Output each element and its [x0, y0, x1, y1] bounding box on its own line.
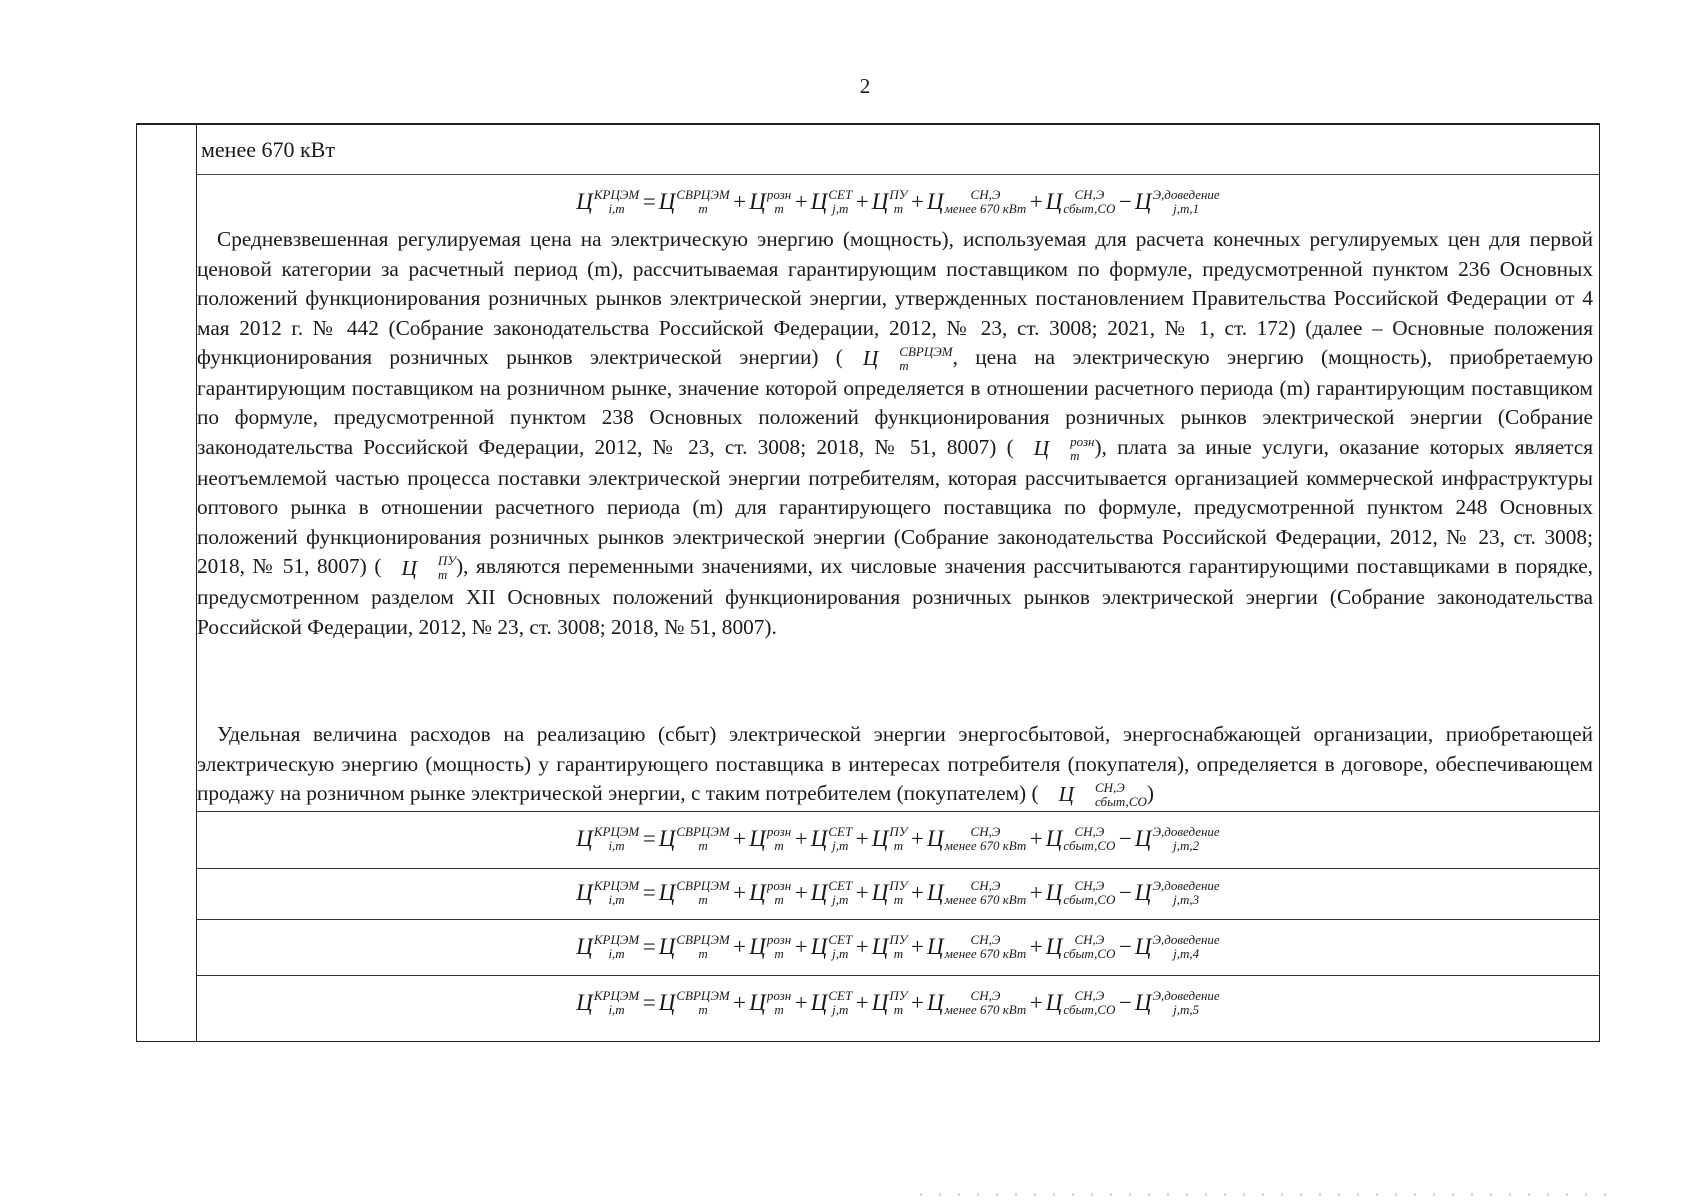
formula-5: Ц КРЦЭМ i,m = Ц СВРЦЭМ m + Ц розн m + Ц СЕТ j,m + Ц ПУ m + Ц СН,Э менее 670 кВт + Ц СН,Э сбыт,СО − Ц Э,доведение j,m,5: [576, 988, 1220, 1017]
table-header-cell: менее 670 кВт: [197, 125, 1599, 175]
formula-row-4: [197, 920, 1599, 976]
formula-row-2: [197, 812, 1599, 869]
symbol-c-svrcem: Ц СВРЦЭМ m: [862, 344, 953, 374]
table-left-column: [137, 125, 197, 1041]
formula-3: Ц КРЦЭМ i,m = Ц СВРЦЭМ m + Ц розн m + Ц СЕТ j,m + Ц ПУ m + Ц СН,Э менее 670 кВт + Ц СН,Э сбыт,СО − Ц Э,доведение j,m,3: [576, 878, 1220, 907]
symbol-c-pu: Ц ПУ m: [401, 553, 456, 583]
formula-4: Ц КРЦЭМ i,m = Ц СВРЦЭМ m + Ц розн m + Ц СЕТ j,m + Ц ПУ m + Ц СН,Э менее 670 кВт + Ц СН,Э сбыт,СО − Ц Э,доведение j,m,4: [576, 932, 1220, 961]
formula-1: Ц КРЦЭМ i,m = Ц СВРЦЭМ m + Ц розн m + Ц СЕТ j,m + Ц ПУ m + Ц СН,Э менее 670 кВт + Ц СН,Э сбыт,СО − Ц Э,доведение j,m,1: [576, 187, 1220, 216]
page-number: 2: [859, 74, 871, 98]
paragraph-svrcem-definition: Средневзвешенная регулируемая цена на электрическую энергию (мощность), используемая для расчета конечных регулируемых цен для первой ценовой категории за расчетный период (m), рассчитываемая гарантирующим поставщиком по формуле, предусмотренной пунктом 236 Основных положений функционирования розничных рынков электрической энергии, утвержденных постановлением Правительства Российской Федерации от 4 мая 2012 г. № 442 (Собрание законодательства Российской Федерации, 2012, № 23, ст. 3008; 2021, № 1, ст. 172) (далее – Основные положения функционирования розничных рынков электрической энергии) ( Ц СВРЦЭМ m , цена на электрическую энергию (мощность), приобретаемую гарантирующим поставщиком на розничном рынке, значение которой определяется в отношении расчетного периода (m) гарантирующим поставщиком по формуле, предусмотренной пунктом 238 Основных положений функционирования розничных рынков электрической энергии (Собрание законодательства Российской Федерации, 2012, № 23, ст. 3008; 2018, № 51, 8007) ( Ц розн m ), плата за иные услуги, оказание которых является неотъемлемой частью процесса поставки электрической энергии потребителям, которая рассчитывается организацией коммерческой инфраструктуры оптового рынка в отношении расчетного периода (m) для гарантирующего поставщика по формуле, предусмотренной пунктом 248 Основных положений функционирования розничных рынков электрической энергии (Собрание законодательства Российской Федерации, 2012, № 23, ст. 3008; 2018, № 51, 8007) ( Ц ПУ m ), являются переменными значениями, их числовые значения рассчитываются гарантирующими поставщиками в порядке, предусмотренном разделом XII Основных положений функционирования розничных рынков электрической энергии (Собрание законодательства Российской Федерации, 2012, № 23, ст. 3008; 2018, № 51, 8007).: [197, 227, 1593, 639]
scan-artifact: [920, 1193, 1620, 1196]
formula-row-5: [197, 976, 1599, 1040]
paragraph-sbyt-definition: Удельная величина расходов на реализацию (сбыт) электрической энергии энергосбытовой, энергоснабжающей организации, приобретающей электрическую энергию (мощность) у гарантирующего поставщика в интересах потребителя (покупателя), определяется в договоре, обеспечивающем продажу на розничном рынке электрической энергии, с таким потребителем (покупателем) ( Ц СН,Э сбыт,СО ): [197, 722, 1593, 810]
symbol-c-rozn: Ц розн m: [1033, 433, 1095, 463]
formula-2: Ц КРЦЭМ i,m = Ц СВРЦЭМ m + Ц розн m + Ц СЕТ j,m + Ц ПУ m + Ц СН,Э менее 670 кВт + Ц СН,Э сбыт,СО − Ц Э,доведение j,m,2: [576, 824, 1220, 853]
table-main-cell: [197, 175, 1599, 812]
formula-row-3: [197, 869, 1599, 920]
symbol-c-sbyt: Ц СН,Э сбыт,СО: [1058, 780, 1147, 810]
tariff-table: [136, 123, 1600, 1042]
